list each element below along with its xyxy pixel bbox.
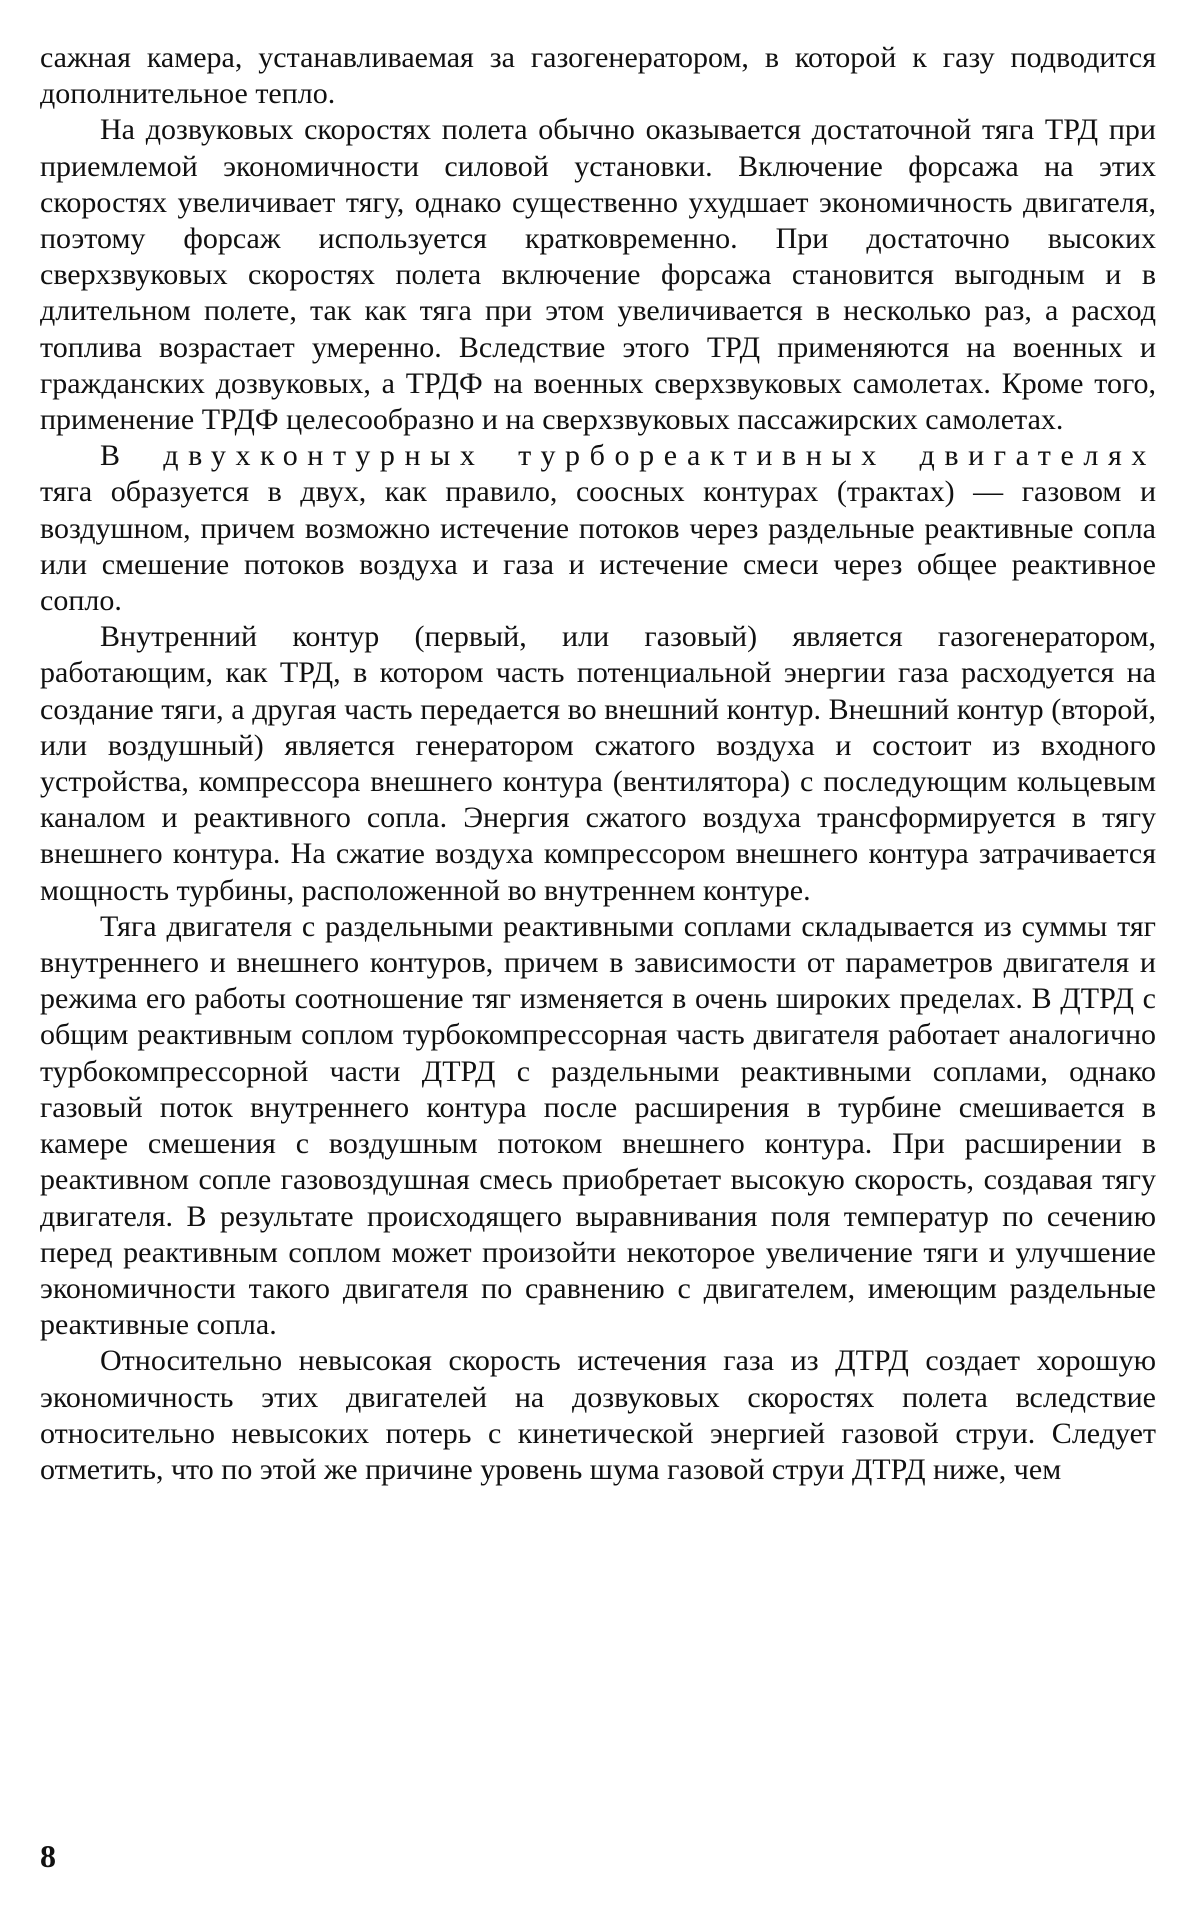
paragraph-exhaust-velocity: Относительно невысокая скорость истечения газа из ДТРД создает хорошую экономичность этих двигателей на дозвуковых скоростях полета вследствие относительно невысоких потерь с кинетической энергией газовой струи. Следует отметить, что по этой же причине уровень шума газовой струи ДТРД ниже, чем [40, 1344, 1156, 1486]
paragraph-nozzle-thrust: Тяга двигателя с раздельными реактивными соплами складывается из суммы тяг внутреннего и внешнего контуров, причем в зависимости от параметров двигателя и режима его работы соотношение тяг изменяется в очень широких пределах. В ДТРД с общим реактивным соплом турбокомпрессорная часть двигателя работает аналогично турбокомпрессорной части ДТРД с раздельными реактивными соплами, однако газовый поток внутреннего контура после расширения в турбине смешивается в камере смешения с воздушным потоком внешнего контура. При расширении в реактивном сопле газовоздушная смесь приобретает высокую скорость, создавая тягу двигателя. В результате происходящего выравнивания поля температур по сечению перед реактивным соплом может произойти некоторое увеличение тяги и улучшение экономичности такого двигателя по сравнению с двигателем, имеющим раздельные реактивные сопла. [40, 909, 1156, 1342]
page-body [40, 40, 1156, 1488]
paragraph-inner-outer-contour: Внутренний контур (первый, или газовый) является газогенератором, работающим, как ТРД, в котором часть потенциальной энергии газа расходуется на создание тяги, а другая часть передается во внешний контур. Внешний контур (второй, или воздушный) является генератором сжатого воздуха и состоит из входного устройства, компрессора внешнего контура (вентилятора) с последующим кольцевым каналом и реактивного сопла. Энергия сжатого воздуха трансформируется в тягу внешнего контура. На сжатие воздуха компрессором внешнего контура затрачивается мощность турбины, расположенной во внутреннем контуре. [40, 620, 1156, 907]
paragraph-turbofan-text: тяга образуется в двух, как правило, соосных контурах (трактах) — газовом и воздушном, причем возможно истечение потоков через раздельные реактивные сопла или смешение потоков воздуха и газа и истечение смеси через общее реактивное сопло. [40, 475, 1156, 618]
emphasized-term: В двухконтурных турбореактивных двигателях [100, 439, 1156, 473]
paragraph-continuation: сажная камера, устанавливаемая за газогенератором, в которой к газу подводится дополнительное тепло. [40, 41, 1156, 111]
page-number: 8 [40, 1838, 56, 1874]
paragraph-subsonic-thrust: На дозвуковых скоростях полета обычно оказывается достаточной тяга ТРД при приемлемой экономичности силовой установки. Включение форсажа на этих скоростях увеличивает тягу, однако существенно ухудшает экономичность двигателя, поэтому форсаж используется кратковременно. При достаточно высоких сверхзвуковых скоростях полета включение форсажа становится выгодным и в длительном полете, так как тяга при этом увеличивается в несколько раз, а расход топлива возрастает умеренно. Вследствие этого ТРД применяются на военных и гражданских дозвуковых, а ТРДФ на военных сверхзвуковых самолетах. Кроме того, применение ТРДФ целесообразно и на сверхзвуковых пассажирских самолетах. [40, 113, 1156, 437]
paragraph-turbofan-definition [40, 438, 1156, 619]
